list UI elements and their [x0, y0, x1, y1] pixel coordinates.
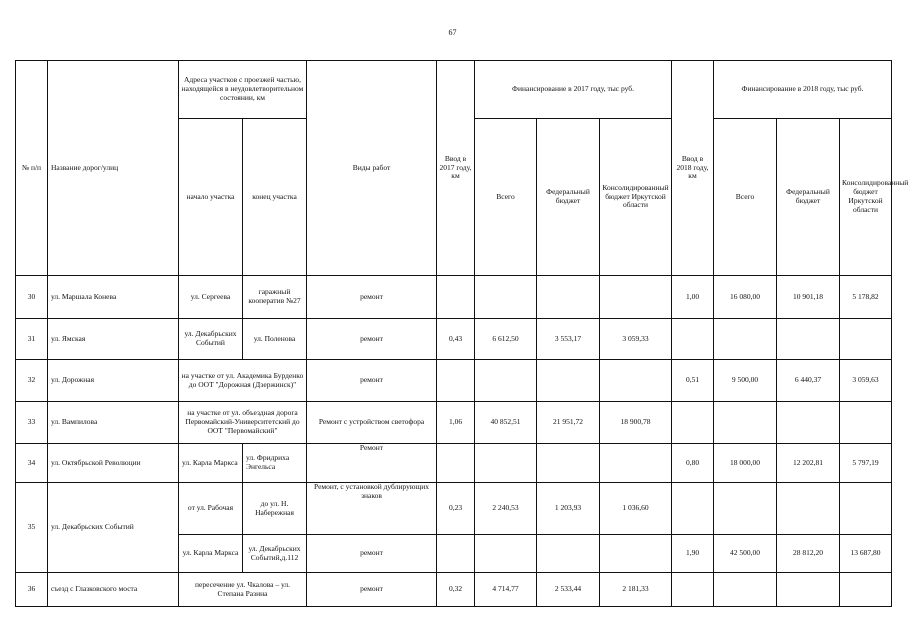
- road-name: ул. Вампилова: [48, 402, 179, 444]
- work-type: Ремонт с устройством светофора: [307, 402, 437, 444]
- total-2018: 16 080,00: [714, 276, 777, 319]
- road-repair-table: [15, 60, 908, 607]
- table-row: [16, 360, 892, 402]
- input-2018: [672, 573, 714, 607]
- section-end: ул. Декабрьских Событий,д.112: [243, 535, 307, 573]
- section-span: на участке от ул. Академика Бурденко до ООТ "Дорожная (Дзержинск)": [179, 360, 307, 402]
- federal-2018: [777, 483, 840, 535]
- road-name: ул. Ямская: [48, 319, 179, 360]
- section-span: пересечение ул. Чкалова – ул. Степана Разина: [179, 573, 307, 607]
- federal-2018: [777, 402, 840, 444]
- section-start: ул. Декабрьских Событий: [179, 319, 243, 360]
- row-number: 36: [16, 573, 48, 607]
- consolidated-2018: 5 797,19: [840, 444, 892, 483]
- input-2017: 0,23: [437, 483, 475, 535]
- work-type: ремонт: [307, 573, 437, 607]
- section-start: ул. Карла Маркса: [179, 444, 243, 483]
- federal-2017: 1 203,93: [537, 483, 600, 535]
- federal-2017: [537, 276, 600, 319]
- header-fin-2018: Финансирование в 2018 году, тыс руб.: [714, 61, 892, 119]
- total-2017: [475, 444, 537, 483]
- table-row: [16, 573, 892, 607]
- total-2017: [475, 535, 537, 573]
- federal-2018: 6 440,37: [777, 360, 840, 402]
- federal-2018: [777, 319, 840, 360]
- work-type: Ремонт: [307, 444, 437, 483]
- section-start: ул. Карла Маркса: [179, 535, 243, 573]
- work-type: ремонт: [307, 535, 437, 573]
- input-2018: 0,51: [672, 360, 714, 402]
- consolidated-2017: 1 036,60: [600, 483, 672, 535]
- consolidated-2017: 3 059,33: [600, 319, 672, 360]
- work-type: ремонт: [307, 360, 437, 402]
- federal-2017: [537, 444, 600, 483]
- road-name: ул. Маршала Конева: [48, 276, 179, 319]
- consolidated-2018: 3 059,63: [840, 360, 892, 402]
- input-2018: [672, 483, 714, 535]
- work-type: ремонт: [307, 319, 437, 360]
- total-2017: 40 852,51: [475, 402, 537, 444]
- total-2018: [714, 402, 777, 444]
- consolidated-2017: [600, 444, 672, 483]
- header-federal-2017: Федеральный бюджет: [537, 119, 600, 276]
- header-end: конец участка: [243, 119, 307, 276]
- table-row: [16, 276, 892, 319]
- header-addresses: Адреса участков с проезжей частью, находящейся в неудовлетворительном состоянии, км: [179, 61, 307, 119]
- input-2018: 0,80: [672, 444, 714, 483]
- total-2017: [475, 276, 537, 319]
- table-row: [16, 402, 892, 444]
- total-2017: 2 240,53: [475, 483, 537, 535]
- header-work: Виды работ: [307, 61, 437, 276]
- consolidated-2017: [600, 360, 672, 402]
- header-total-2018: Всего: [714, 119, 777, 276]
- consolidated-2017: [600, 535, 672, 573]
- total-2017: 4 714,77: [475, 573, 537, 607]
- total-2018: [714, 573, 777, 607]
- total-2018: [714, 319, 777, 360]
- input-2017: [437, 276, 475, 319]
- header-input-2018: Ввод в 2018 году, км: [672, 61, 714, 276]
- consolidated-2018: 13 687,80: [840, 535, 892, 573]
- road-name: съезд с Глазковского моста: [48, 573, 179, 607]
- row-number: 35: [16, 483, 48, 573]
- federal-2017: [537, 360, 600, 402]
- road-name: ул. Октябрьской Революции: [48, 444, 179, 483]
- row-number: 32: [16, 360, 48, 402]
- header-federal-2018: Федеральный бюджет: [777, 119, 840, 276]
- consolidated-2017: 2 181,33: [600, 573, 672, 607]
- consolidated-2018: 5 178,82: [840, 276, 892, 319]
- input-2018: [672, 402, 714, 444]
- total-2018: [714, 483, 777, 535]
- section-end: ул. Поленова: [243, 319, 307, 360]
- section-end: до ул. Н. Набережная: [243, 483, 307, 535]
- row-number: 34: [16, 444, 48, 483]
- total-2017: [475, 360, 537, 402]
- input-2017: [437, 444, 475, 483]
- federal-2017: [537, 535, 600, 573]
- consolidated-2018: [840, 483, 892, 535]
- input-2017: 0,43: [437, 319, 475, 360]
- input-2018: [672, 319, 714, 360]
- row-number: 30: [16, 276, 48, 319]
- federal-2018: 28 812,20: [777, 535, 840, 573]
- row-number: 33: [16, 402, 48, 444]
- input-2017: 1,06: [437, 402, 475, 444]
- header-input-2017: Ввод в 2017 году, км: [437, 61, 475, 276]
- header-consolidated-2017: Консолидированный бюджет Иркутской области: [600, 119, 672, 276]
- work-type: ремонт: [307, 276, 437, 319]
- consolidated-2017: 18 900,78: [600, 402, 672, 444]
- section-end: ул. Фридриха Энгельса: [243, 444, 307, 483]
- header-total-2017: Всего: [475, 119, 537, 276]
- federal-2017: 2 533,44: [537, 573, 600, 607]
- header-fin-2017: Финансирование в 2017 году, тыс руб.: [475, 61, 672, 119]
- table-row: [16, 483, 892, 535]
- consolidated-2018: [840, 319, 892, 360]
- section-start: ул. Сергеева: [179, 276, 243, 319]
- header-num: № п/п: [16, 61, 48, 276]
- input-2018: 1,90: [672, 535, 714, 573]
- section-span: на участке от ул. объездная дорога Первомайский-Университетский до ООТ "Первомайский": [179, 402, 307, 444]
- consolidated-2018: [840, 402, 892, 444]
- total-2018: 9 500,00: [714, 360, 777, 402]
- total-2018: 18 000,00: [714, 444, 777, 483]
- federal-2017: 3 553,17: [537, 319, 600, 360]
- federal-2018: [777, 573, 840, 607]
- input-2017: [437, 360, 475, 402]
- total-2018: 42 500,00: [714, 535, 777, 573]
- total-2017: 6 612,50: [475, 319, 537, 360]
- road-name: ул. Декабрьских Событий: [48, 483, 179, 573]
- page-number: 67: [448, 28, 457, 37]
- section-end: гаражный кооператив №27: [243, 276, 307, 319]
- federal-2018: 10 901,18: [777, 276, 840, 319]
- table-row: [16, 319, 892, 360]
- header-consolidated-2018: Консолидированный бюджет Иркутской области: [840, 119, 892, 276]
- road-name: ул. Дорожная: [48, 360, 179, 402]
- table-row: [16, 444, 892, 483]
- header-name: Название дорог/улиц: [48, 61, 179, 276]
- header-start: начало участка: [179, 119, 243, 276]
- work-type: Ремонт, с установкой дублирующих знаков: [307, 483, 437, 535]
- input-2017: 0,32: [437, 573, 475, 607]
- input-2017: [437, 535, 475, 573]
- federal-2018: 12 202,81: [777, 444, 840, 483]
- row-number: 31: [16, 319, 48, 360]
- input-2018: 1,00: [672, 276, 714, 319]
- consolidated-2017: [600, 276, 672, 319]
- section-start: от ул. Рабочая: [179, 483, 243, 535]
- federal-2017: 21 951,72: [537, 402, 600, 444]
- consolidated-2018: [840, 573, 892, 607]
